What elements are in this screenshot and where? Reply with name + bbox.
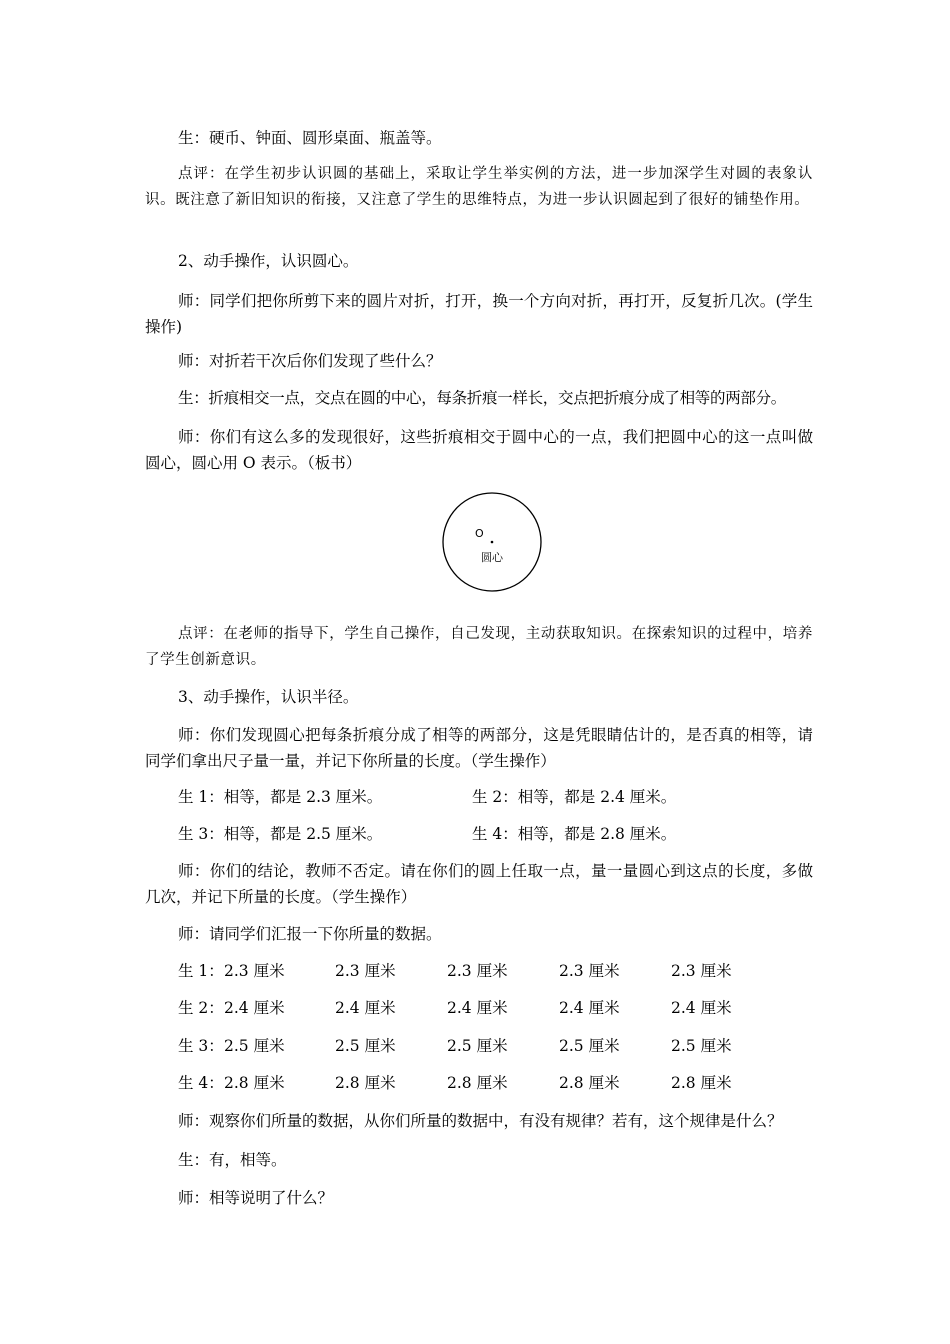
teacher-instruction-any-point: 师：你们的结论，教师不否定。请在你们的圆上任取一点，量一量圆心到这点的长度，多做几次，并记下所量的长度。（学生操作） <box>145 862 813 906</box>
comment-paragraph-1: 点评：在学生初步认识圆的基础上，采取让学生举实例的方法，进一步加深学生对圆的表象认识。既注意了新旧知识的衔接，又注意了学生的思维特点，为进一步认识圆起到了很好的铺垫作用。 <box>145 166 813 208</box>
teacher-define-center: 师：你们有这么多的发现很好，这些折痕相交于圆中心的一点，我们把圆中心的这一点叫做圆心，圆心用 O 表示。（板书） <box>145 428 813 472</box>
row-label: 生 3： <box>178 1037 224 1055</box>
value-cell: 2.3 厘米 <box>335 962 396 980</box>
value-cell: 2.5 厘米 <box>224 1037 285 1055</box>
student-2-answer: 生 2：相等，都是 2.4 厘米。 <box>472 788 677 806</box>
value-cell: 2.8 厘米 <box>671 1074 732 1092</box>
value-cell: 2.3 厘米 <box>559 962 620 980</box>
value-cell: 2.5 厘米 <box>335 1037 396 1055</box>
value-cell: 2.4 厘米 <box>335 999 396 1017</box>
teacher-instruction-fold: 师：同学们把你所剪下来的圆片对折，打开，换一个方向对折，再打开，反复折几次。(学生操作) <box>145 292 813 336</box>
center-caption: 圆心 <box>481 551 503 564</box>
section-heading-circle-center: 2、动手操作，认识圆心。 <box>178 252 359 270</box>
value-cell: 2.8 厘米 <box>335 1074 396 1092</box>
comment-paragraph-2: 点评：在老师的指导下，学生自己操作，自己发现，主动获取知识。在探索知识的过程中，培养了学生创新意识。 <box>145 626 813 668</box>
circle-diagram <box>440 492 544 596</box>
value-cell: 2.3 厘米 <box>671 962 732 980</box>
center-point-label: O <box>475 527 484 540</box>
value-cell: 2.3 厘米 <box>224 962 285 980</box>
value-cell: 2.5 厘米 <box>559 1037 620 1055</box>
section-heading-radius: 3、动手操作，认识半径。 <box>178 688 359 706</box>
student-1-answer: 生 1：相等，都是 2.3 厘米。 <box>178 788 383 806</box>
student-answer-equal: 生：有，相等。 <box>178 1151 287 1169</box>
value-cell: 2.4 厘米 <box>447 999 508 1017</box>
teacher-instruction-measure: 师：你们发现圆心把每条折痕分成了相等的两部分，这是凭眼睛估计的，是否真的相等，请同学们拿出尺子量一量，并记下你所量的长度。（学生操作） <box>145 726 813 770</box>
value-cell: 2.4 厘米 <box>559 999 620 1017</box>
row-label: 生 1： <box>178 962 224 980</box>
student-4-answer: 生 4：相等，都是 2.8 厘米。 <box>472 825 677 843</box>
row-label: 生 4： <box>178 1074 224 1092</box>
value-cell: 2.3 厘米 <box>447 962 508 980</box>
student-answer-examples: 生：硬币、钟面、圆形桌面、瓶盖等。 <box>178 129 442 147</box>
value-cell: 2.5 厘米 <box>447 1037 508 1055</box>
circle-center-figure <box>440 492 544 596</box>
value-cell: 2.8 厘米 <box>224 1074 285 1092</box>
value-cell: 2.8 厘米 <box>447 1074 508 1092</box>
teacher-question-meaning: 师：相等说明了什么？ <box>178 1189 334 1207</box>
value-cell: 2.4 厘米 <box>671 999 732 1017</box>
value-cell: 2.4 厘米 <box>224 999 285 1017</box>
student-3-answer: 生 3：相等，都是 2.5 厘米。 <box>178 825 383 843</box>
value-cell: 2.5 厘米 <box>671 1037 732 1055</box>
value-cell: 2.8 厘米 <box>559 1074 620 1092</box>
student-answer-creases: 生：折痕相交一点，交点在圆的中心，每条折痕一样长，交点把折痕分成了相等的两部分。 <box>178 389 787 407</box>
teacher-request-report: 师：请同学们汇报一下你所量的数据。 <box>178 925 442 943</box>
row-label: 生 2： <box>178 999 224 1017</box>
center-point <box>491 541 494 544</box>
teacher-question-discovery: 师：对折若干次后你们发现了些什么？ <box>178 352 442 370</box>
teacher-question-pattern: 师：观察你们所量的数据，从你们所量的数据中，有没有规律？若有，这个规律是什么？ <box>178 1112 783 1130</box>
